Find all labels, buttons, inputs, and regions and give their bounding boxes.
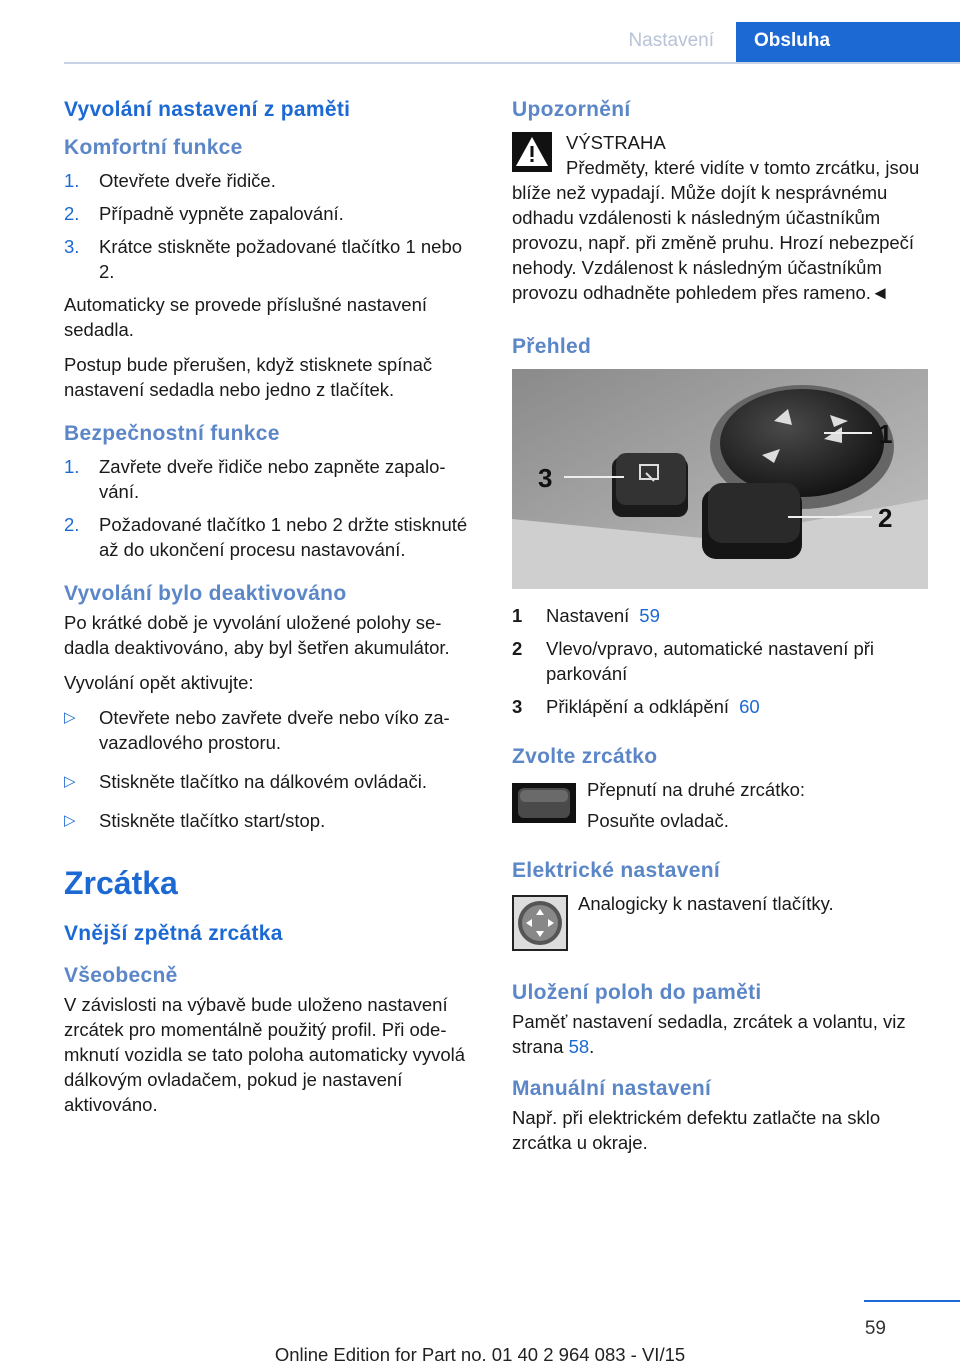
- heading-manual: Manuální nastavení: [512, 1077, 712, 1100]
- list-item: 1. Zavřete dveře řidiče nebo zapněte zapalování.: [64, 456, 446, 502]
- left-column: [64, 98, 476, 1127]
- activate-list: [64, 705, 476, 833]
- warning-text: Předměty, které vidíte v tomto zrcátku, jsou blíže než vypadají. Může dojít k nesprávnému odhadu vzdálenosti k následným účastníkům provozu, např. při změně pruhu. Hrozí nebezpečí nehody. Vzdálenost k následným účastníkům provozu odhadněte pohledem přes rameno.◄: [512, 157, 920, 303]
- list-item: ▷ Otevřete nebo zavřete dveře nebo víko zavazadlového prostoru.: [64, 707, 450, 753]
- paragraph-deactivated: Po krátké době je vyvolání uložené polohy sedadla deaktivováno, aby byl šetřen akumulátor.: [64, 612, 450, 658]
- safety-steps: [64, 454, 476, 562]
- select-line-1: Přepnutí na druhé zrcátko:: [587, 779, 806, 800]
- edition-text: Online Edition for Part no. 01 40 2 964 083 - VI/15: [274, 1344, 686, 1365]
- paragraph-save: Paměť nastavení sedadla, zrcátek a volantu, viz strana 58.: [512, 1011, 906, 1057]
- page-link[interactable]: 58: [568, 1036, 590, 1057]
- paragraph-interrupt: Postup bude přerušen, když stisknete spínač nastavení sedadla nebo jedno z tlačítek.: [64, 354, 433, 400]
- tab-obsluha[interactable]: Obsluha: [736, 22, 960, 62]
- select-mirror-block: [512, 777, 928, 833]
- paragraph-activate: Vyvolání opět aktivujte:: [64, 672, 254, 693]
- heading-safety: Bezpečnostní funkce: [64, 422, 280, 445]
- page-number: 59: [864, 1318, 886, 1339]
- footer-rule: [864, 1300, 960, 1302]
- heading-general: Všeobecně: [64, 964, 178, 987]
- mirror-controls-photo: [512, 369, 928, 589]
- photo-legend: [512, 603, 928, 719]
- list-item: 2. Požadované tlačítko 1 nebo 2 držte stisknuté až do ukončení procesu nastavování.: [64, 514, 468, 560]
- page-link[interactable]: 60: [739, 696, 760, 717]
- heading-select-mirror: Zvolte zrcátko: [512, 745, 658, 768]
- direction-pad-icon: [512, 895, 568, 956]
- paragraph-general: V závislosti na výbavě bude uloženo nastavení zrcátek pro momentálně použitý profil. Při odemknutí vozidla se tato poloha automaticky vyvolá dálkovým ovladačem, pokud je nastavení aktivováno.: [64, 994, 466, 1115]
- heading-notice: Upozornění: [512, 98, 631, 121]
- heading-outer-mirrors: Vnější zpětná zrcátka: [64, 922, 283, 945]
- heading-comfort: Komfortní funkce: [64, 136, 243, 159]
- photo-label-3: 3: [538, 463, 553, 493]
- paragraph-auto: Automaticky se provede příslušné nastavení sedadla.: [64, 294, 427, 340]
- heading-deactivated: Vyvolání bylo deaktivováno: [64, 582, 347, 605]
- comfort-steps: [64, 168, 476, 284]
- select-line-2: Posuňte ovladač.: [587, 810, 729, 831]
- electric-text: Analogicky k nastavení tlačítky.: [578, 893, 834, 914]
- warning-title: VÝSTRAHA: [566, 132, 666, 153]
- legend-row: 1 Nastavení 59: [512, 605, 660, 626]
- paragraph-manual: Např. při elektrickém defektu zatlačte na sklo zrcátka u okraje.: [512, 1107, 881, 1153]
- heading-electric: Elektrické nastavení: [512, 859, 720, 882]
- photo-label-2: 2: [878, 503, 893, 533]
- triangle-icon: ▷: [64, 773, 76, 790]
- tab-nastaveni[interactable]: Nastavení: [628, 30, 714, 51]
- list-item: ▷ Stiskněte tlačítko na dálkovém ovládači.: [64, 771, 428, 792]
- list-item: ▷ Stiskněte tlačítko start/stop.: [64, 810, 326, 831]
- page-header: [64, 22, 960, 64]
- list-item: 3. Krátce stiskněte požadované tlačítko 1 nebo 2.: [64, 236, 463, 282]
- heading-recall: Vyvolání nastavení z paměti: [64, 98, 351, 121]
- electric-block: [512, 891, 928, 951]
- heading-overview: Přehled: [512, 335, 592, 358]
- right-column: [512, 98, 928, 1165]
- slider-switch-icon: [512, 783, 576, 828]
- warning-block: [512, 130, 928, 155]
- warning-icon: [512, 132, 552, 172]
- page-link[interactable]: 59: [639, 605, 660, 626]
- heading-save: Uložení poloh do paměti: [512, 981, 762, 1004]
- heading-mirrors: Zrcátka: [64, 865, 178, 901]
- list-item: 2. Případně vypněte zapalování.: [64, 203, 344, 224]
- legend-row: 3 Přiklápění a odklápění 60: [512, 696, 760, 717]
- triangle-icon: ▷: [64, 812, 76, 829]
- photo-label-1: 1: [878, 419, 893, 449]
- triangle-icon: ▷: [64, 709, 76, 726]
- list-item: 1. Otevřete dveře řidiče.: [64, 170, 276, 191]
- legend-row: 2 Vlevo/vpravo, automatické nastavení při parkování: [512, 638, 875, 684]
